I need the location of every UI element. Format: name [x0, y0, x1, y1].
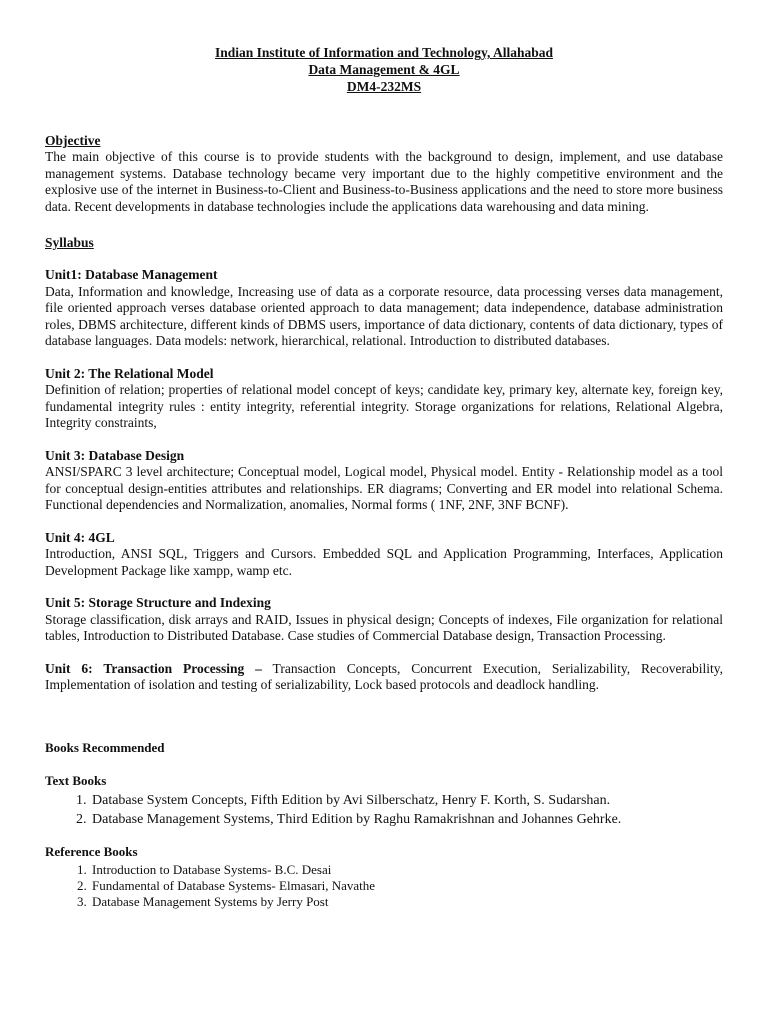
text-books-list	[45, 791, 723, 829]
unit-title: Unit 5: Storage Structure and Indexing	[45, 595, 271, 610]
objective-title: Objective	[45, 133, 101, 148]
institute-name: Indian Institute of Information and Technology, Allahabad	[215, 45, 553, 60]
unit-6	[45, 661, 723, 694]
text-books-title: Text Books	[45, 772, 107, 788]
objective-text: The main objective of this course is to provide students with the background to design, implement, and use database management systems. Database technology became very important due to the highly competitive environment and the explosive use of the internet in Business-to-Client and Business-to-Business applications and the need to store more business data. Recent developments in database technologies include the applications data warehousing and data mining.	[45, 149, 723, 214]
list-item: 2. Database Management Systems, Third Edition by Raghu Ramakrishnan and Johannes Gehrke.	[90, 810, 723, 829]
unit-3	[45, 448, 723, 514]
unit-2	[45, 366, 723, 432]
unit-title: Unit 2: The Relational Model	[45, 365, 214, 381]
unit-title: Unit 3: Database Design	[45, 447, 185, 463]
unit-4	[45, 530, 723, 580]
document-header	[45, 44, 723, 95]
list-item: 2. Fundamental of Database Systems- Elmasari, Navathe	[90, 878, 723, 894]
document-page	[45, 44, 723, 910]
syllabus-title: Syllabus	[45, 235, 94, 250]
list-item: 1. Database System Concepts, Fifth Edition by Avi Silberschatz, Henry F. Korth, S. Sudarshan.	[90, 791, 723, 810]
unit-text: Introduction, ANSI SQL, Triggers and Cursors. Embedded SQL and Application Programming, Interfaces, Application Development Package like xampp, wamp etc.	[45, 546, 723, 578]
unit-text: Storage classification, disk arrays and RAID, Issues in physical design; Concepts of indexes, File organization for relational tables, Introduction to Distributed Database. Case studies of Commercial Database design, Transaction Processing.	[45, 611, 723, 643]
objective-section	[45, 133, 723, 215]
unit-text: Definition of relation; properties of relational model concept of keys; candidate key, primary key, alternate key, foreign key, fundamental integrity rules : entity integrity, referential integrity. Storage organizations for relations, Relational Algebra, Integrity constraints,	[45, 382, 723, 430]
reference-books-title: Reference Books	[45, 843, 138, 859]
unit-1	[45, 267, 723, 350]
unit-title: Unit 6: Transaction Processing –	[45, 660, 262, 676]
unit-title: Unit1: Database Management	[45, 267, 218, 282]
course-name: Data Management & 4GL	[308, 62, 460, 77]
reference-books-list	[45, 862, 723, 910]
unit-text: Data, Information and knowledge, Increasing use of data as a corporate resource, data processing verses data management, file oriented approach verses database oriented approach to data management; data independence, database administration roles, DBMS architecture, different kinds of DBMS users, importance of data dictionary, contents of data dictionary, types of database languages. Data models: network, hierarchical, relational. Introduction to distributed databases.	[45, 283, 723, 348]
books-recommended-title: Books Recommended	[45, 739, 165, 755]
course-code: DM4-232MS	[346, 79, 422, 94]
list-item: 1. Introduction to Database Systems- B.C. Desai	[90, 862, 723, 878]
list-item: 3. Database Management Systems by Jerry Post	[90, 894, 723, 910]
unit-text: Transaction Concepts, Concurrent Execution, Serializability, Recoverability, Implementation of isolation and testing of serializability, Lock based protocols and deadlock handling.	[45, 660, 723, 692]
unit-5	[45, 595, 723, 645]
unit-title: Unit 4: 4GL	[45, 529, 115, 545]
unit-text: ANSI/SPARC 3 level architecture; Conceptual model, Logical model, Physical model. Entity - Relationship model as a tool for conceptual design-entities attributes and relationships. ER diagrams; Converting and ER model into relational Schema. Functional dependencies and Normalization, anomalies, Normal forms ( 1NF, 2NF, 3NF BCNF).	[45, 464, 723, 512]
